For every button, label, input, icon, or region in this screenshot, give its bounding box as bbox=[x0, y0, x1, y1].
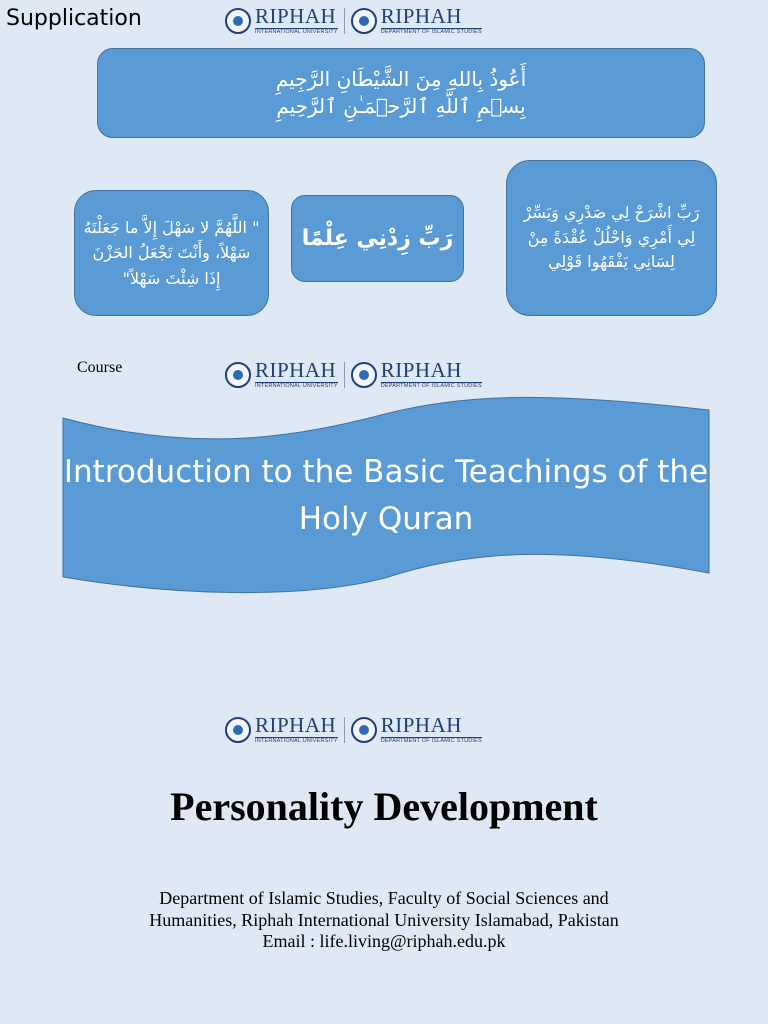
supplication-label: Supplication bbox=[6, 6, 142, 31]
department-logo-sub: DEPARTMENT OF ISLAMIC STUDIES bbox=[380, 383, 482, 389]
department-logo-name: RIPHAH bbox=[380, 713, 462, 737]
bismillah-text: بِسۡمِ ٱللَّهِ ٱلرَّحۡمَـٰنِ ٱلرَّحِيمِ bbox=[276, 94, 526, 118]
subject-title: Personality Development bbox=[170, 784, 598, 829]
university-logo-sub: INTERNATIONAL UNIVERSITY bbox=[255, 29, 338, 35]
footer-line-2: Humanities, Riphah International University Islamabad, Pakistan bbox=[149, 909, 619, 930]
department-logo-name: RIPHAH bbox=[380, 4, 462, 28]
footer-email[interactable]: Email : life.living@riphah.edu.pk bbox=[262, 931, 506, 952]
course-title: Introduction to the Basic Teachings of the Holy Quran bbox=[63, 454, 709, 537]
university-logo-sub: INTERNATIONAL UNIVERSITY bbox=[255, 383, 338, 389]
department-logo bbox=[351, 715, 482, 745]
department-logo-sub: DEPARTMENT OF ISLAMIC STUDIES bbox=[380, 738, 482, 744]
university-logo-name: RIPHAH bbox=[255, 713, 337, 737]
course-label: Course bbox=[77, 359, 123, 376]
dua-center-text: رَبِّ زِدْنِي عِلْمًا bbox=[301, 226, 454, 251]
footer-line-1: Department of Islamic Studies, Faculty of Social Sciences and bbox=[159, 888, 609, 908]
university-logo-name: RIPHAH bbox=[255, 4, 337, 28]
department-logo-name: RIPHAH bbox=[380, 358, 462, 382]
dua-left-text: " اللَّهُمَّ لا سَهْلَ إِلاَّ ما جَعَلْتَهُ سَهْلاً، وأَنْتَ تَجْعَلُ الحَزْنَ إِذَا شِئْتَ سَهْلاً" bbox=[83, 217, 260, 288]
taawwuz-text: أَعُوذُ بِاللهِ مِنَ الشَّيْطَانِ الرَّجِيمِ bbox=[275, 67, 527, 91]
university-logo-sub: INTERNATIONAL UNIVERSITY bbox=[255, 738, 338, 744]
dua-right-text: رَبِّ اشْرَحْ لِي صَدْرِي وَيَسِّرْ لِي أَمْرِي وَاحْلُلْ عُقْدَةً مِنْ لِسَانِي يَفْقَهُوا قَوْلِي bbox=[523, 202, 700, 272]
university-logo-name: RIPHAH bbox=[255, 358, 337, 382]
riphah-logo-bottom bbox=[225, 715, 482, 745]
riphah-emblem-icon bbox=[225, 717, 251, 743]
department-logo-sub: DEPARTMENT OF ISLAMIC STUDIES bbox=[380, 29, 482, 35]
university-logo bbox=[225, 715, 338, 745]
logo-divider bbox=[344, 717, 345, 743]
riphah-emblem-icon bbox=[351, 717, 377, 743]
footer bbox=[0, 888, 768, 953]
